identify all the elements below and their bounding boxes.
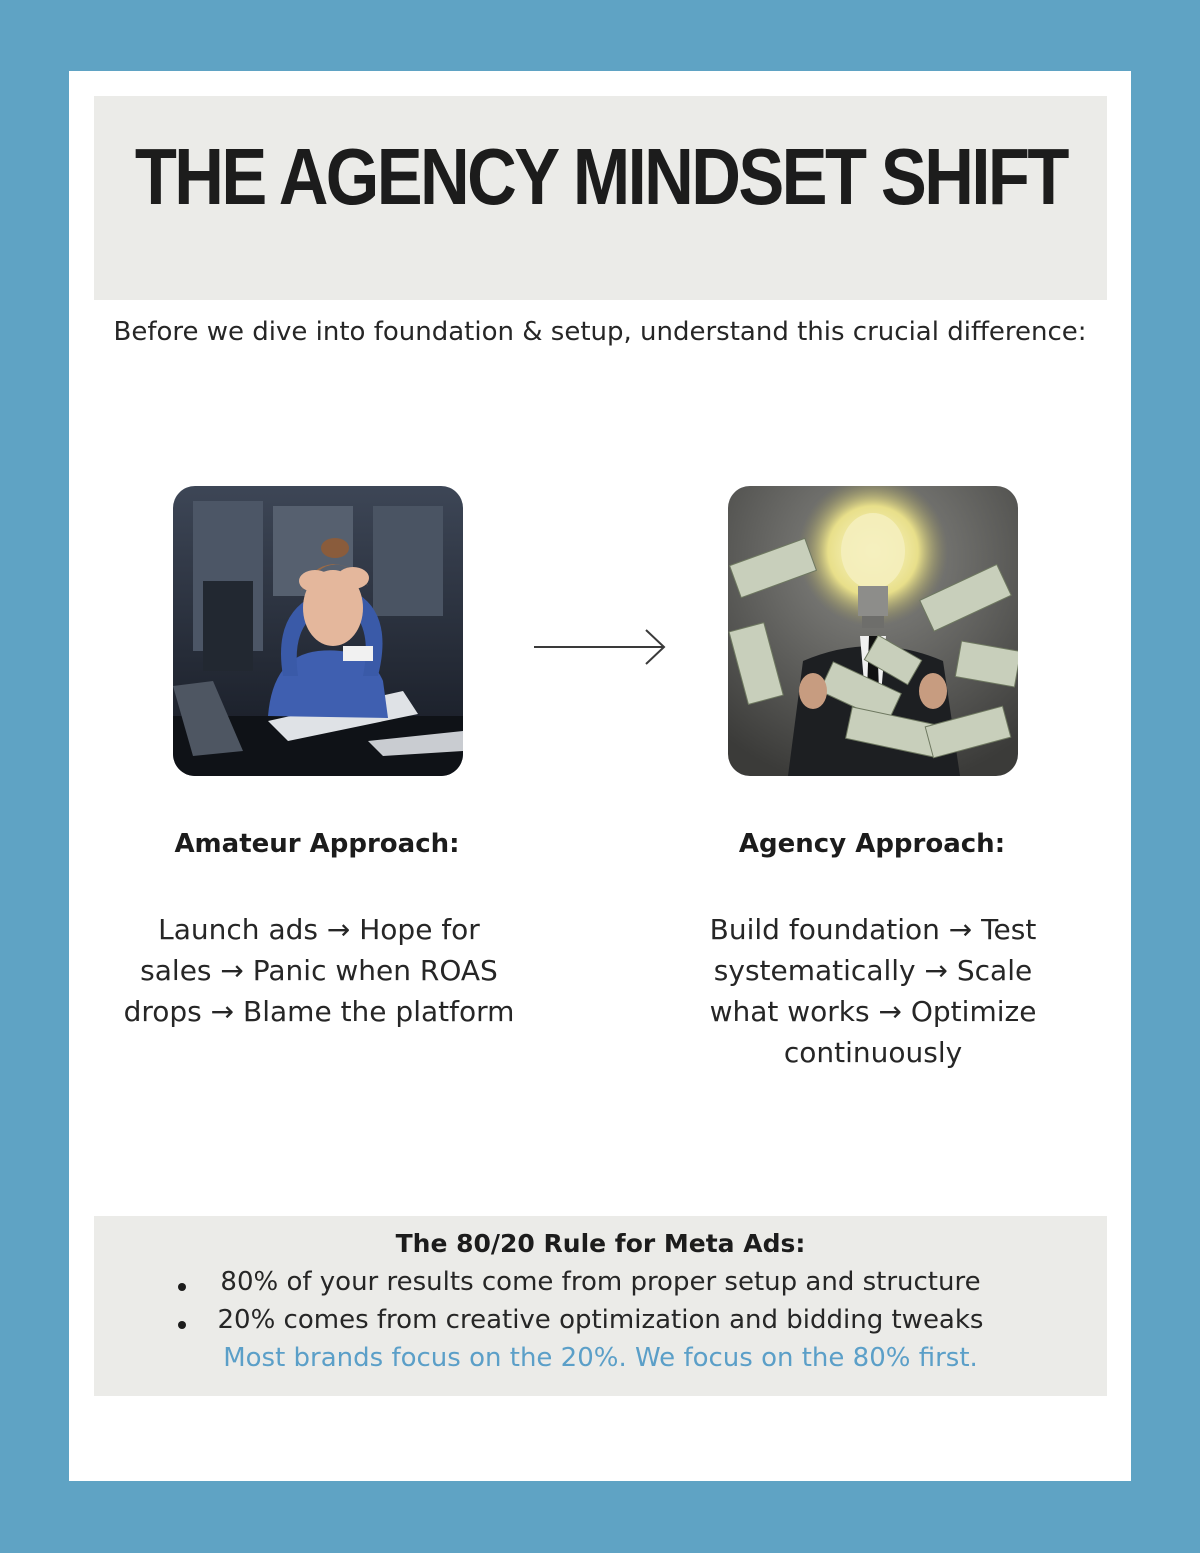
rule-bullet: 80% of your results come from proper setup and structure <box>220 1267 981 1297</box>
page-title: THE AGENCY MINDSET SHIFT <box>134 132 1067 221</box>
amateur-description <box>109 909 529 1032</box>
agency-description <box>685 909 1061 1073</box>
rule-note: Most brands focus on the 20%. We focus on the 80% first. <box>223 1343 978 1373</box>
agency-heading: Agency Approach: <box>738 829 1006 859</box>
document-page <box>69 71 1131 1481</box>
lightbulb-head-money-photo <box>728 486 1018 776</box>
rule-title: The 80/20 Rule for Meta Ads: <box>395 1229 806 1258</box>
amateur-heading: Amateur Approach: <box>174 829 460 859</box>
amateur-line: sales → Panic when ROAS <box>140 954 498 987</box>
agency-line: what works → Optimize <box>709 995 1037 1028</box>
amateur-line: drops → Blame the platform <box>123 995 515 1028</box>
agency-line: Build foundation → Test <box>709 913 1037 946</box>
agency-line: systematically → Scale <box>713 954 1033 987</box>
rule-callout <box>94 1216 1107 1396</box>
title-banner <box>94 96 1107 300</box>
agency-line: continuously <box>783 1036 963 1069</box>
rule-bullet: 20% comes from creative optimization and bidding tweaks <box>217 1305 984 1335</box>
amateur-line: Launch ads → Hope for <box>158 913 480 946</box>
stressed-woman-photo <box>173 486 463 776</box>
right-arrow-icon <box>532 627 672 667</box>
intro-text: Before we dive into foundation & setup, understand this crucial difference: <box>113 317 1087 347</box>
